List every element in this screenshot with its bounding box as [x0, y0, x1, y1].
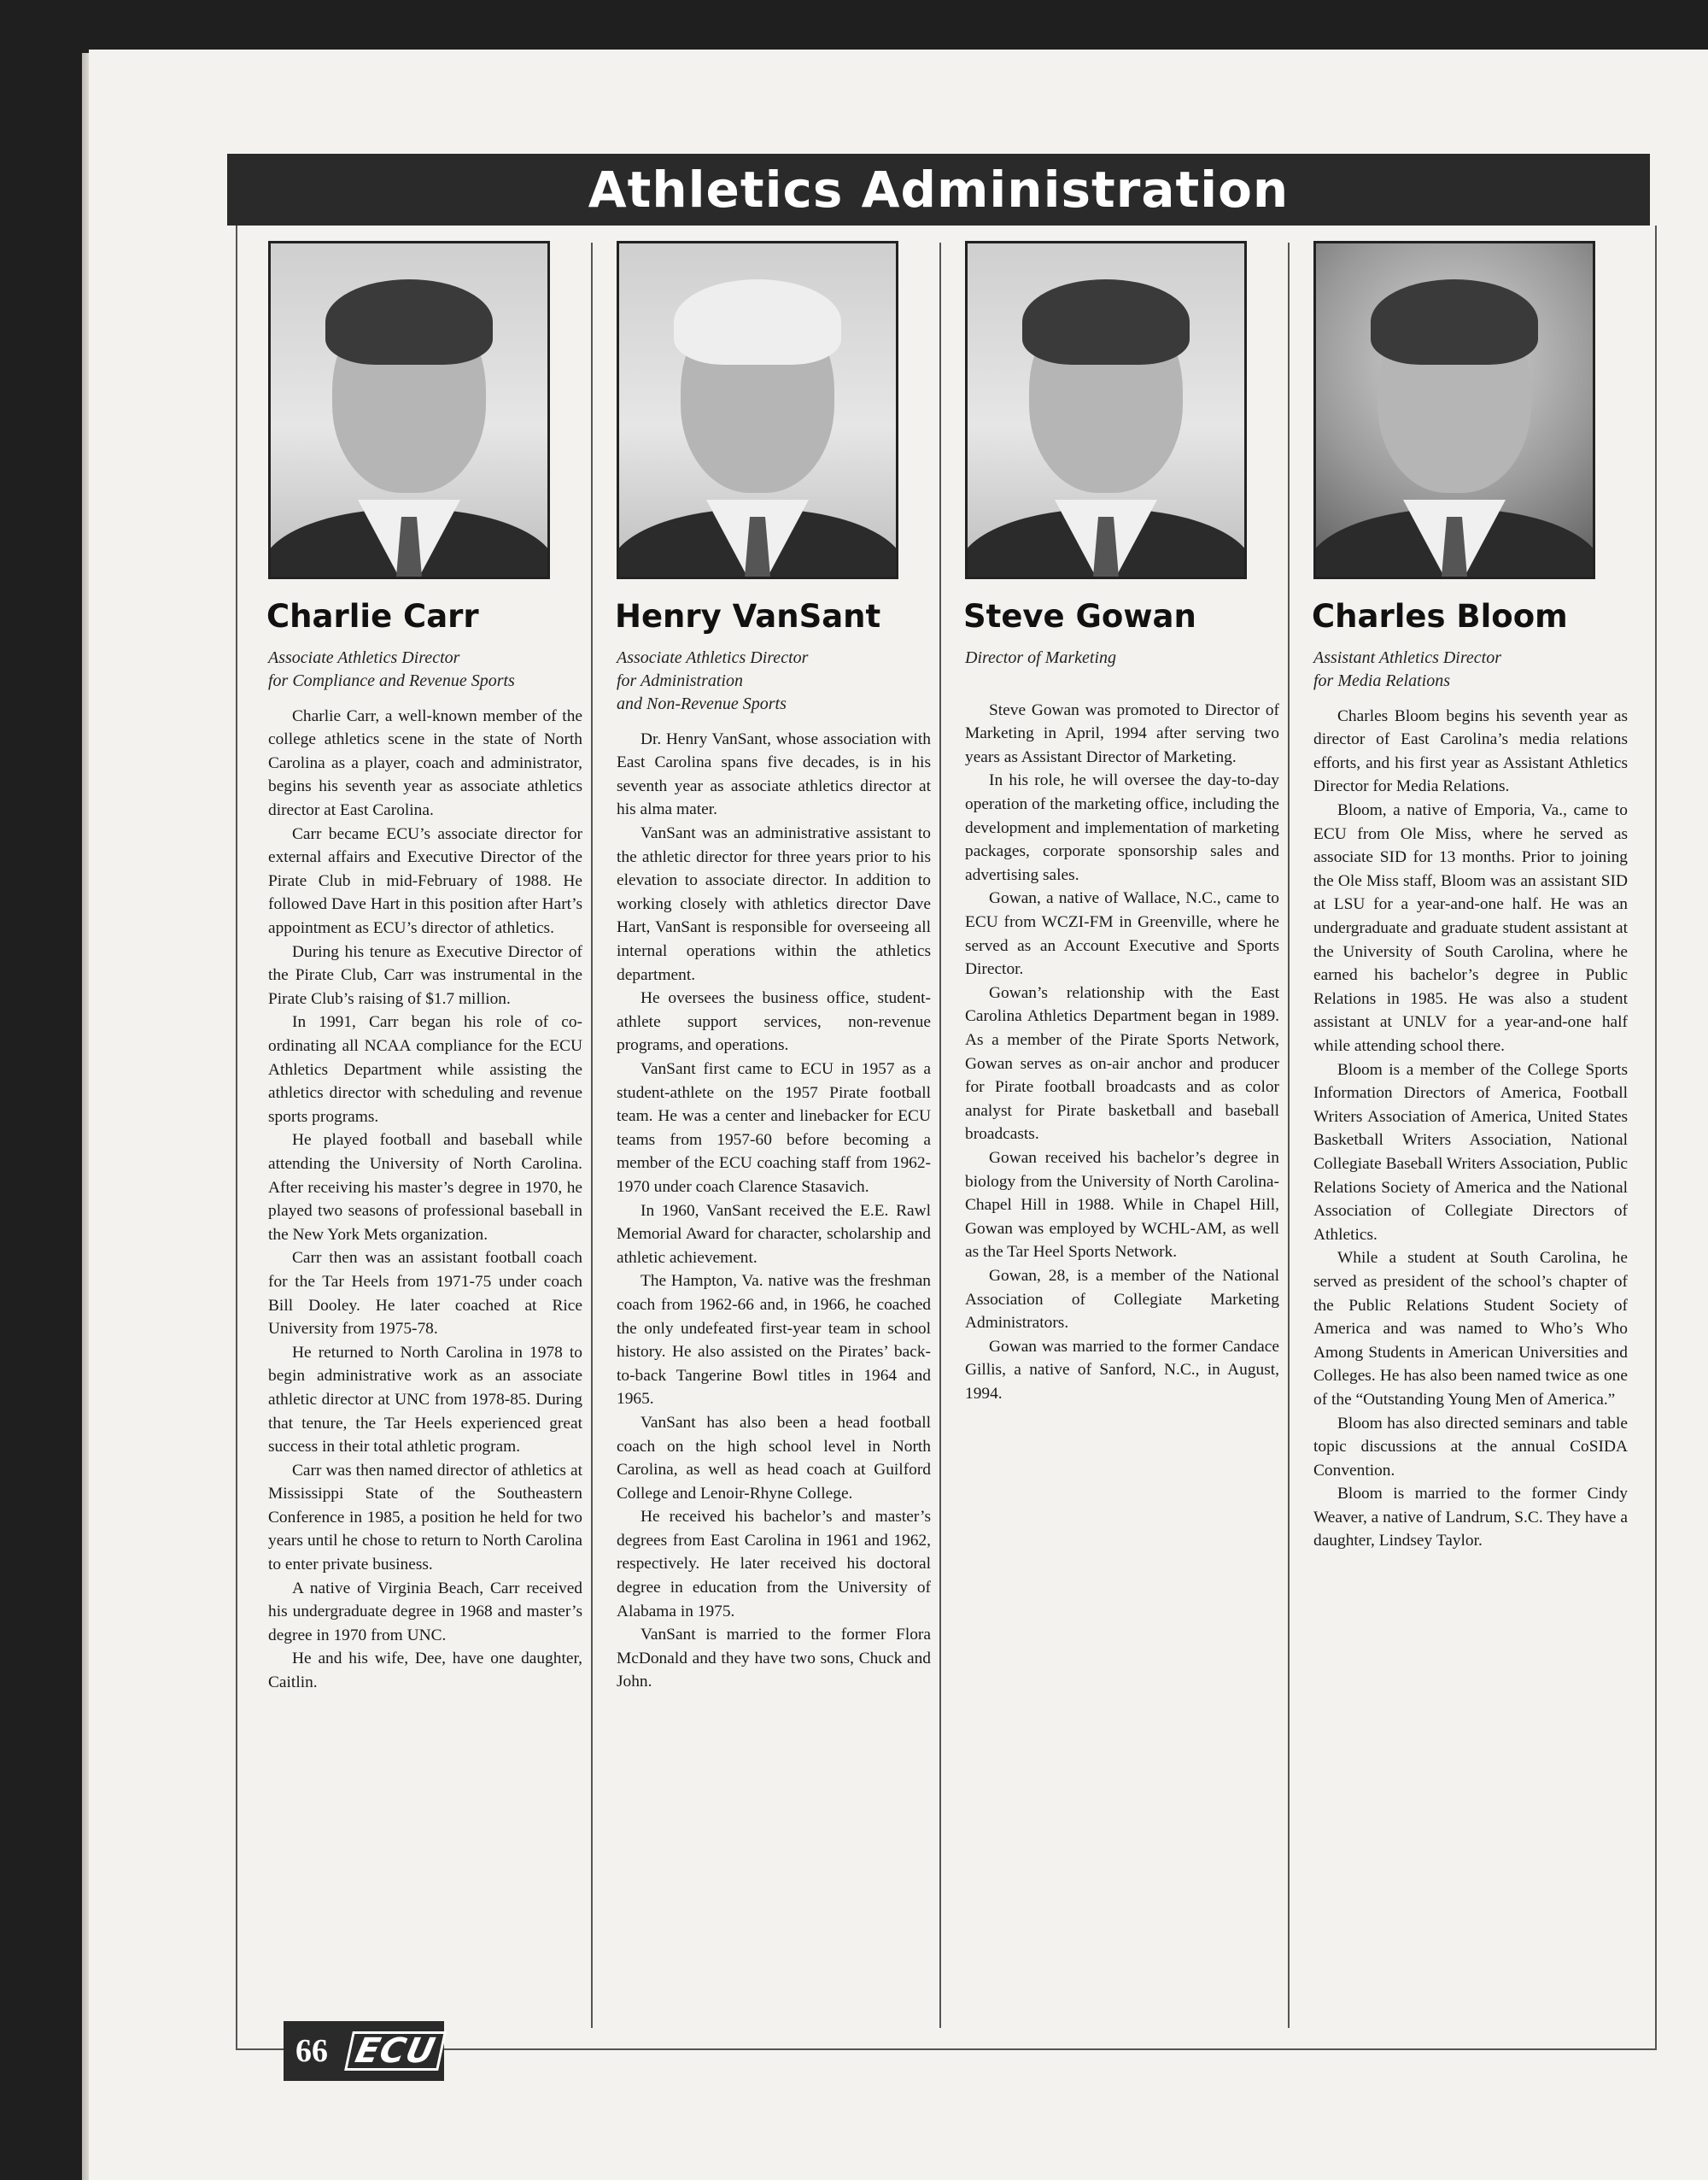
staff-bio: Charles Bloom begins his seventh year as director of East Carolina’s media relations efforts, and his first year as Assistant Athletics Director for Media Relations. Bloom, a native of Emporia, Va., came to ECU from Ole Miss, where he served as associate SID for 13 months. Prior to joining the Ole Miss staff, Bloom was an assistant SID at LSU for a year-and-one half. He was an undergraduate and graduate student assistant at the University of South Carolina, where he earned his bachelor’s degree in Public Relations in 1985. He was also a student assistant at UNLV for a year-and-one half while attending school there. Bloom is a member of the College Sports Information Directors of America, Football Writers Association of America, United States Basketball Writers Association, National Collegiate Baseball Writers Association, Public Relations Society of America and the National Association of Collegiate Directors of Athletics. While a student at South Carolina, he served as president of the school’s chapter of the Public Relations Student Society of America and was named to Who’s Who Among Students in American Universities and Colleges. He has also been named twice as one of the “Outstanding Young Men of America.” Bloom has also directed seminars and table topic discussions at the annual CoSIDA Convention. Bloom is married to the former Cindy Weaver, a native of Landrum, S.C. They have a daughter, Lindsey Taylor. [1313, 706, 1628, 1550]
portrait-bloom [1313, 241, 1595, 579]
staff-bio: Charlie Carr, a well-known member of the college athletics scene in the state of North Carolina as a player, coach and administrator, begins his seventh year as associate athletics director at East Carolina. Carr became ECU’s associate director for external affairs and Executive Director of the Pirate Club in mid-February of 1988. He followed Dave Hart in this position after Hart’s appointment as ECU’s director of athletics. During his tenure as Executive Director of the Pirate Club, Carr was instrumental in the Pirate Club’s raising of $1.7 million. In 1991, Carr began his role of co-ordinating all NCAA compliance for the ECU Athletics Department while assisting the athletics director with scheduling and revenue sports programs. He played football and baseball while attending the University of North Carolina. After receiving his master’s degree in 1970, he played two seasons of professional baseball in the New York Mets organization. Carr then was an assistant football coach for the Tar Heels from 1971-75 under coach Bill Dooley. He later coached at Rice University from 1975-78. He returned to North Carolina in 1978 to begin administrative work as an associate athletic director at UNC from 1978-85. During that tenure, the Tar Heels experienced great success in their total athletic program. Carr was then named director of athletics at Mississippi State of the Southeastern Conference in 1985, a position he held for two years until he chose to return to North Carolina to enter private business. A native of Virginia Beach, Carr received his undergraduate degree in 1968 and master’s degree in 1970 from UNC. He and his wife, Dee, have one daughter, Caitlin. [268, 706, 582, 1692]
staff-title: Director of Marketing [965, 648, 1117, 667]
column-divider [939, 243, 941, 2028]
portrait-carr [268, 241, 550, 579]
staff-name: Steve Gowan [963, 598, 1196, 635]
ecu-logo: ECU [344, 2031, 447, 2071]
staff-name: Charlie Carr [266, 598, 479, 635]
staff-title: Assistant Athletics Director for Media Relations [1313, 648, 1501, 690]
page-banner [227, 154, 1650, 226]
portrait-gowan [965, 241, 1247, 579]
staff-name: Charles Bloom [1312, 598, 1568, 635]
staff-bio: Steve Gowan was promoted to Director of Marketing in April, 1994 after serving two years as Assistant Director of Marketing. In his role, he will oversee the day-to-day operation of the marketing office, including the development and implementation of marketing packages, corporate sponsorship sales and advertising sales. Gowan, a native of Wallace, N.C., came to ECU from WCZI-FM in Greenville, where he served as an Account Executive and Sports Director. Gowan’s relationship with the East Carolina Athletics Department began in 1989. As a member of the Pirate Sports Network, Gowan serves as on-air anchor and producer for Pirate football broadcasts and as color analyst for Pirate basketball and baseball broadcasts. Gowan received his bachelor’s degree in biology from the University of North Carolina-Chapel Hill in 1988. While in Chapel Hill, Gowan was employed by WCHL-AM, as well as the Tar Heel Sports Network. Gowan, 28, is a member of the National Association of Collegiate Marketing Administrators. Gowan was married to the former Candace Gillis, a native of Sanford, N.C., in August, 1994. [965, 700, 1279, 1403]
bottom-rule [236, 2048, 284, 2050]
portrait-vansant [617, 241, 898, 579]
staff-column-gowan [953, 241, 1282, 1406]
page-number: 66 [295, 2033, 328, 2069]
staff-column-carr [256, 241, 585, 1695]
staff-column-bloom [1301, 241, 1630, 1553]
staff-title: Associate Athletics Director for Administration and Non-Revenue Sports [617, 648, 809, 713]
staff-title: Associate Athletics Director for Compliance and Revenue Sports [268, 648, 515, 690]
column-divider [1288, 243, 1290, 2028]
column-divider [591, 243, 593, 2028]
banner-title: Athletics Administration [588, 161, 1290, 219]
staff-name: Henry VanSant [615, 598, 881, 635]
page-folio [284, 2021, 444, 2081]
staff-bio: Dr. Henry VanSant, whose association with East Carolina spans five decades, is in his seventh year as associate athletics director at his alma mater. VanSant was an administrative assistant to the athletic director for three years prior to his elevation to associate director. In addition to working closely with athletics director Dave Hart, VanSant is responsible for overseeing all internal operations within the athletics department. He oversees the business office, student-athlete support services, non-revenue programs, and operations. VanSant first came to ECU in 1957 as a student-athlete on the 1957 Pirate football team. He was a center and linebacker for ECU teams from 1957-60 before becoming a member of the ECU coaching staff from 1962-1970 under coach Clarence Stasavich. In 1960, VanSant received the E.E. Rawl Memorial Award for character, scholarship and athletic achievement. The Hampton, Va. native was the freshman coach from 1962-66 and, in 1966, he coached the only undefeated first-year team in school history. He also assisted on the Pirates’ back-to-back Tangerine Bowl titles in 1964 and 1965. VanSant has also been a head football coach on the high school level in North Carolina, as well as head coach at Guilford College and Lenoir-Rhyne College. He received his bachelor’s and master’s degrees from East Carolina in 1961 and 1962, respectively. He later received his doctoral degree in education from the University of Alabama in 1975. VanSant is married to the former Flora McDonald and they have two sons, Chuck and John. [617, 730, 931, 1691]
staff-column-vansant [605, 241, 933, 1694]
